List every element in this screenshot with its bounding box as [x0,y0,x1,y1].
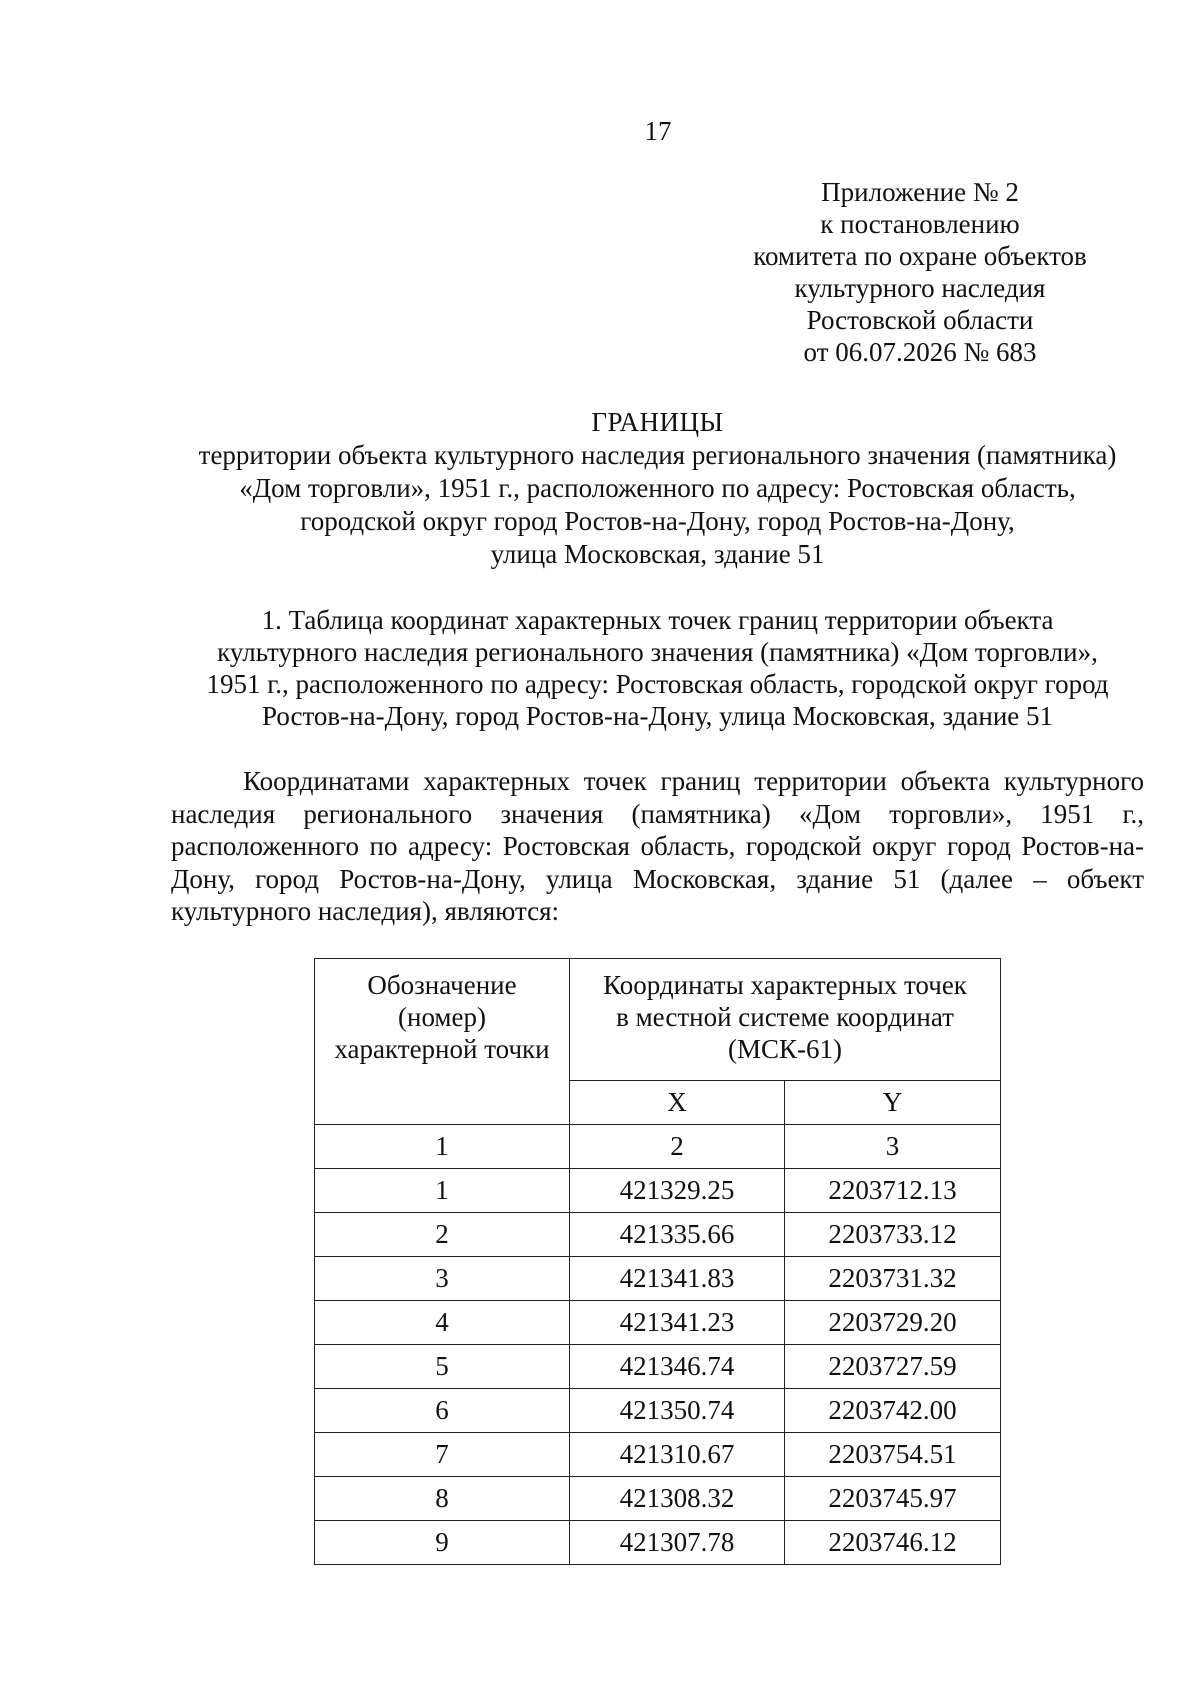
table-row [315,1477,1001,1521]
appendix-line: от 06.07.2026 № 683 [803,337,1037,367]
point-cell: 4 [315,1301,570,1345]
header-y-cell: Y [785,1081,1001,1125]
y-cell: 2203731.32 [785,1257,1001,1301]
header-coords-line: (МСК-61) [728,1034,842,1064]
title-heading: ГРАНИЦЫ [591,407,724,437]
table-row [315,1389,1001,1433]
point-cell: 9 [315,1521,570,1565]
y-cell: 2203733.12 [785,1213,1001,1257]
x-cell: 421308.32 [570,1477,785,1521]
y-cell: 2203727.59 [785,1345,1001,1389]
x-cell: 421335.66 [570,1213,785,1257]
y-cell: 2203742.00 [785,1389,1001,1433]
column-number-cell: 2 [570,1125,785,1169]
appendix-line: Приложение № 2 [821,177,1019,207]
header-point-line: характерной точки [334,1034,550,1064]
point-cell: 8 [315,1477,570,1521]
y-cell: 2203745.97 [785,1477,1001,1521]
header-coords-line: Координаты характерных точек [603,970,967,1000]
column-number-cell: 1 [315,1125,570,1169]
x-cell: 421341.23 [570,1301,785,1345]
table-row [315,1345,1001,1389]
x-cell: 421310.67 [570,1433,785,1477]
header-coords-cell [570,959,1001,1081]
y-cell: 2203729.20 [785,1301,1001,1345]
point-cell: 2 [315,1213,570,1257]
intro-paragraph: Координатами характерных точек границ территории объекта культурного наследия регионального значения (памятника) «Дом торговли», 1951 г., расположенного по адресу: Ростовская область, городской округ город Ростов-на-Дону, город Ростов-на-Дону, улица Московская, здание 51 (далее – объект культурного наследия), являются: [171,766,1144,926]
title-line: городской округ город Ростов-на-Дону, город Ростов-на-Дону, [300,506,1015,536]
section-line: культурного наследия регионального значения (памятника) «Дом торговли», [217,637,1098,667]
x-cell: 421350.74 [570,1389,785,1433]
page-number: 17 [644,116,672,146]
title-line: улица Московская, здание 51 [490,539,825,569]
table-row [315,1213,1001,1257]
appendix-line: культурного наследия [794,273,1046,303]
column-number-row [315,1125,1001,1169]
title-line: «Дом торговли», 1951 г., расположенного по адресу: Ростовская область, [239,473,1076,503]
section-line: 1. Таблица координат характерных точек границ территории объекта [261,605,1054,635]
table-row [315,1169,1001,1213]
header-x-cell: X [570,1081,785,1125]
section-line: Ростов-на-Дону, город Ростов-на-Дону, улица Московская, здание 51 [261,701,1054,731]
header-point-line: (номер) [398,1002,486,1032]
point-cell: 6 [315,1389,570,1433]
table-row [315,1301,1001,1345]
document-title [170,406,1145,571]
header-coords-line: в местной системе координат [616,1002,954,1032]
x-cell: 421341.83 [570,1257,785,1301]
table-row [315,1257,1001,1301]
table-row [315,1521,1001,1565]
table-row [315,1433,1001,1477]
point-cell: 3 [315,1257,570,1301]
header-point-cell [315,959,570,1125]
point-cell: 1 [315,1169,570,1213]
x-cell: 421307.78 [570,1521,785,1565]
y-cell: 2203712.13 [785,1169,1001,1213]
appendix-block [740,176,1100,368]
point-cell: 5 [315,1345,570,1389]
header-point-line: Обозначение [367,970,517,1000]
y-cell: 2203754.51 [785,1433,1001,1477]
appendix-line: к постановлению [820,209,1020,239]
section-heading [170,604,1145,732]
title-line: территории объекта культурного наследия регионального значения (памятника) [198,440,1117,470]
x-cell: 421346.74 [570,1345,785,1389]
column-number-cell: 3 [785,1125,1001,1169]
table-header-row [315,959,1001,1081]
appendix-line: Ростовской области [806,305,1034,335]
x-cell: 421329.25 [570,1169,785,1213]
section-line: 1951 г., расположенного по адресу: Ростовская область, городской округ город [206,669,1109,699]
appendix-line: комитета по охране объектов [753,241,1087,271]
point-cell: 7 [315,1433,570,1477]
y-cell: 2203746.12 [785,1521,1001,1565]
coordinates-table [314,958,1001,1565]
